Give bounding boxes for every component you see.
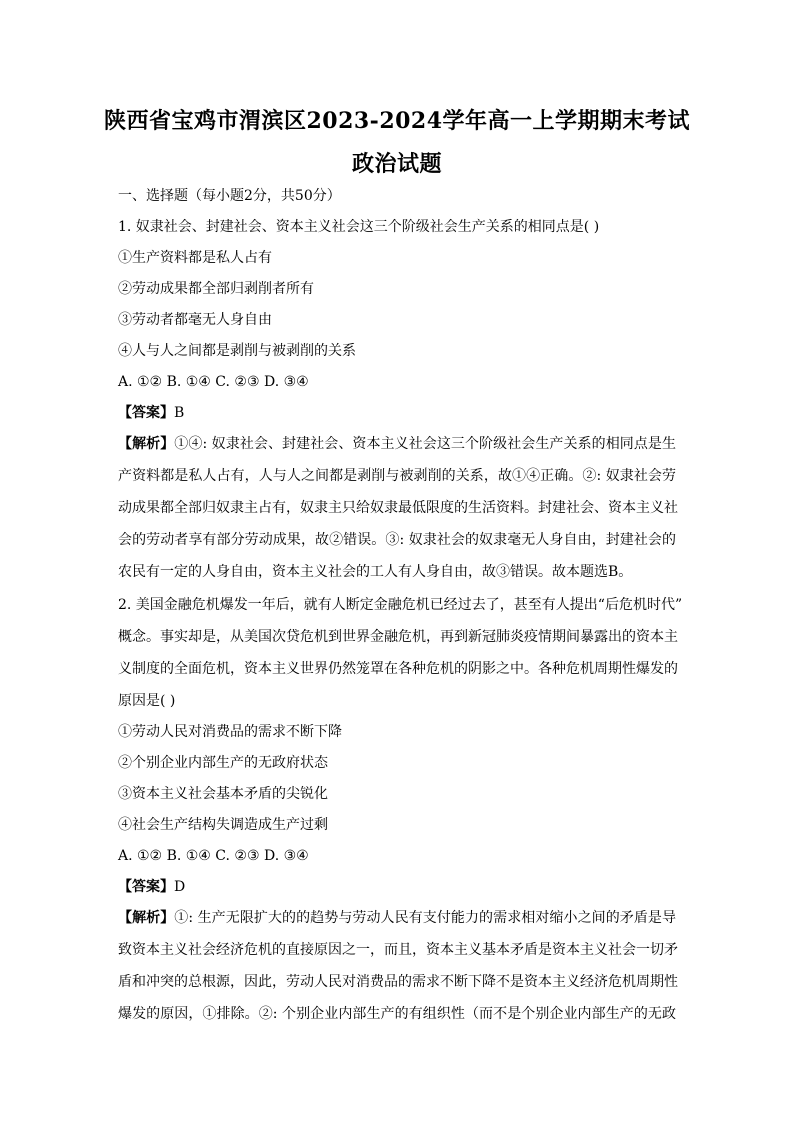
question-2-option: ①劳动人民对消费品的需求不断下降: [118, 724, 342, 740]
question-2-option: ②个别企业内部生产的无政府状态: [118, 755, 328, 771]
question-1-answer: [118, 403, 184, 423]
question-1-analysis-line: [118, 434, 676, 454]
question-1-option: ①生产资料都是私人占有: [118, 250, 272, 266]
question-2-choices: A. ①② B. ①④ C. ②③ D. ③④: [118, 848, 309, 864]
question-2-option: ③资本主义社会基本矛盾的尖锐化: [118, 786, 328, 802]
question-1-choices: A. ①② B. ①④ C. ②③ D. ③④: [118, 374, 309, 390]
question-2-option: ④社会生产结构失调造成生产过剩: [118, 817, 328, 833]
question-2-answer: [118, 877, 185, 897]
section-heading: 一、选择题（每小题2分，共50分）: [118, 188, 341, 204]
question-1-analysis-line: 动成果都全部归奴隶主占有，奴隶主只给奴隶最低限度的生活资料。封建社会、资本主义社: [118, 500, 678, 516]
question-1-analysis-line: 农民有一定的人身自由，资本主义社会的工人有人身自由，故③错误。故本题选B。: [118, 564, 633, 580]
answer-label: 【答案】: [118, 879, 174, 895]
question-1-option: ②劳动成果都全部归剥削者所有: [118, 281, 314, 297]
question-2-analysis-line: 致资本主义社会经济危机的直接原因之一，而且，资本主义基本矛盾是资本主义社会一切矛: [118, 942, 678, 958]
question-2-stem-line: 概念。事实却是，从美国次贷危机到世界金融危机，再到新冠肺炎疫情期间暴露出的资本主: [118, 629, 678, 645]
question-1-analysis-line: 产资料都是私人占有，人与人之间都是剥削与被剥削的关系，故①④正确。②: 奴隶社会劳: [118, 468, 676, 484]
analysis-text: ①④: 奴隶社会、封建社会、资本主义社会这三个阶级社会生产关系的相同点是生: [174, 436, 676, 452]
question-2-analysis-line: [118, 908, 676, 928]
analysis-label: 【解析】: [118, 436, 175, 452]
question-2-stem-line: 2. 美国金融危机爆发一年后，就有人断定金融危机已经过去了，甚至有人提出“后危机时代”: [118, 597, 683, 613]
question-2-analysis-line: 盾和冲突的总根源，因此，劳动人民对消费品的需求不断下降不是资本主义经济危机周期性: [118, 974, 678, 990]
question-2-stem-line: 原因是( ): [118, 693, 176, 709]
question-1-option: ④人与人之间都是剥削与被剥削的关系: [118, 343, 356, 359]
answer-label: 【答案】: [118, 405, 174, 421]
exam-title: 陕西省宝鸡市渭滨区2023-2024学年高一上学期期末考试: [103, 108, 691, 134]
question-2-analysis-line: 爆发的原因，①排除。②: 个别企业内部生产的有组织性（而不是个别企业内部生产的无政: [118, 1006, 676, 1022]
answer-value: D: [174, 879, 186, 895]
question-2-stem-line: 义制度的全面危机，资本主义世界仍然笼罩在各种危机的阴影之中。各种危机周期性爆发的: [118, 661, 678, 677]
question-1-stem: 1. 奴隶社会、封建社会、资本主义社会这三个阶级社会生产关系的相同点是( ): [118, 219, 600, 235]
answer-value: B: [174, 405, 185, 421]
question-1-analysis-line: 会的劳动者享有部分劳动成果，故②错误。③: 奴隶社会的奴隶毫无人身自由，封建社会的: [118, 532, 676, 548]
question-1-option: ③劳动者都毫无人身自由: [118, 312, 272, 328]
analysis-text: ①: 生产无限扩大的的趋势与劳动人民有支付能力的需求相对缩小之间的矛盾是导: [174, 910, 676, 926]
analysis-label: 【解析】: [118, 910, 175, 926]
exam-subtitle: 政治试题: [351, 151, 442, 177]
